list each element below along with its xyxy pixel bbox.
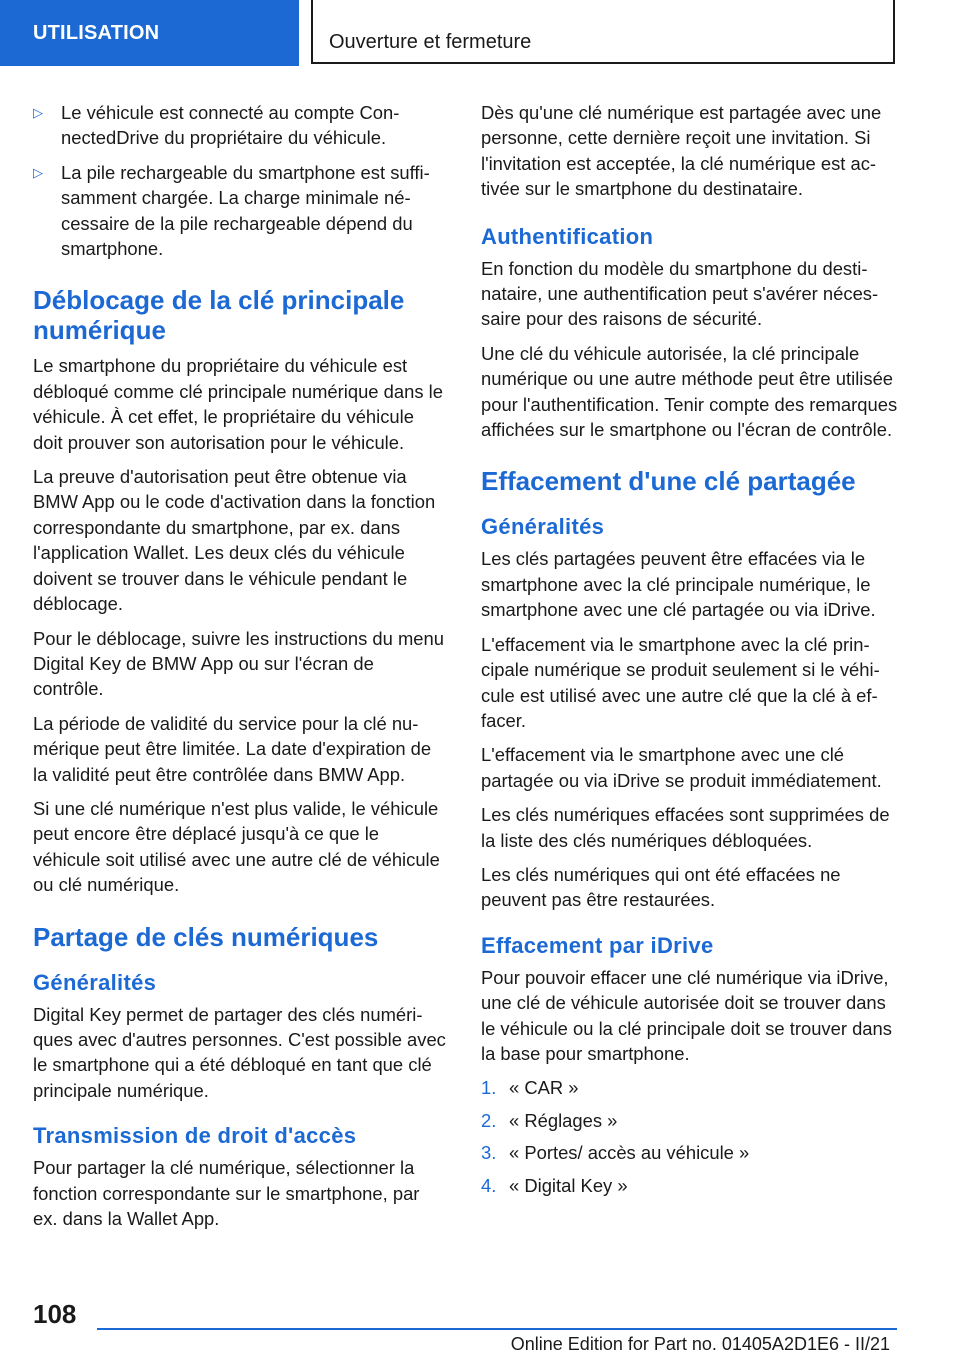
paragraph: Pour le déblocage, suivre les instructions du menu Digital Key de BMW App ou sur l'écran de contrôle. [33,627,444,700]
step-item [481,1075,899,1100]
paragraph: L'effacement via le smartphone avec une clé partagée ou via iDrive se produit immédiatement. [481,744,882,791]
step-text: « Réglages » [509,1109,618,1131]
right-column [481,100,899,1205]
paragraph: La période de validité du service pour la clé numérique peut être limitée. La date d'expiration de la validité peut être contrôlée dans BMW App. [33,712,432,785]
step-number: 4. [481,1174,497,1196]
heading-deblocage: Déblocage de la clé principale numérique [33,285,405,346]
step-item [481,1140,899,1165]
paragraph: Le smartphone du propriétaire du véhicule est débloqué comme clé principale numérique dans le véhicule. À cet effet, le propriétaire du véhicule doit prouver son autorisation pour le véhicule. [33,355,443,453]
page-header [0,0,960,66]
paragraph: Dès qu'une clé numérique est partagée avec une personne, cette dernière reçoit une invitation. Si l'invitation est acceptée, la clé numérique est activée sur le smartphone du destinataire. [481,102,882,200]
step-text: « CAR » [509,1077,579,1099]
paragraph: Les clés numériques effacées sont supprimées de la liste des clés numériques débloquées. [481,804,890,851]
paragraph: Pour partager la clé numérique, sélectionner la fonction correspondante sur le smartphone, par ex. dans la Wallet App. [33,1157,420,1229]
heading-partage: Partage de clés numériques [33,921,379,952]
list-item [33,100,448,151]
paragraph: L'effacement via le smartphone avec la clé principale numérique se produit seulement si le véhicule est utilisé avec une autre clé que la clé à effacer. [481,633,880,731]
heading-effacement: Effacement d'une clé partagée [481,466,856,497]
step-number: 3. [481,1142,497,1164]
paragraph: La preuve d'autorisation peut être obtenue via BMW App ou le code d'activation dans la fonction correspondante du smartphone, par ex. dans l'application Wallet. Les deux clés du véhicule doivent se trouver dans le véhicule pendant le déblocage. [33,466,436,615]
step-number: 1. [481,1077,497,1099]
heading-idrive: Effacement par iDrive [481,932,714,958]
heading-transmission: Transmission de droit d'accès [33,1123,357,1149]
step-text: « Portes/ accès au véhicule » [509,1142,750,1164]
paragraph: Les clés partagées peuvent être effacées via le smartphone avec la clé principale numérique, le smartphone avec une clé partagée ou via iDrive. [481,548,876,621]
list-item-text: Le véhicule est connecté au compte ConnectedDrive du propriétaire du véhicule. [61,102,400,149]
edition-info: Online Edition for Part no. 01405A2D1E6 - II/21 [510,1334,890,1354]
chapter-title: Ouverture et fermeture [311,0,895,64]
list-item-text: La pile rechargeable du smartphone est suffisamment chargée. La charge minimale nécessaire de la pile rechargeable dépend du smartphone. [61,161,430,260]
paragraph: Une clé du véhicule autorisée, la clé principale numérique ou une autre méthode peut être utilisée pour l'authentification. Tenir compte des remarques affichées sur le smartphone ou l'écran de contrôle. [481,342,898,441]
paragraph: Si une clé numérique n'est plus valide, le véhicule peut encore être déplacé jusqu'à ce que le véhicule soit utilisé avec une autre clé de véhicule ou clé numérique. [33,797,440,896]
paragraph: En fonction du modèle du smartphone du destinataire, une authentification peut s'avérer nécessaire pour des raisons de sécurité. [481,257,879,330]
left-column [33,100,448,1240]
step-number: 2. [481,1109,497,1131]
footer-divider [97,1328,897,1330]
step-item [481,1108,899,1133]
heading-generalites: Généralités [33,969,157,995]
heading-authentification: Authentification [481,223,654,249]
page-number: 108 [33,1299,77,1329]
paragraph: Digital Key permet de partager des clés numériques avec d'autres personnes. C'est possible avec le smartphone qui a été débloqué en tant que clé principale numérique. [33,1003,446,1101]
paragraph: Les clés numériques qui ont été effacées ne peuvent pas être restaurées. [481,863,841,911]
triangle-bullet-icon: ▷ [33,105,43,120]
step-item [481,1173,899,1198]
paragraph: Pour pouvoir effacer une clé numérique via iDrive, une clé de véhicule autorisée doit se trouver dans le véhicule ou la clé principale doit se trouver dans la base pour smartphone. [481,966,892,1064]
step-text: « Digital Key » [509,1174,628,1196]
list-item [33,160,448,262]
heading-generalites: Généralités [481,514,605,540]
section-title: UTILISATION [0,0,299,66]
triangle-bullet-icon: ▷ [33,164,43,180]
